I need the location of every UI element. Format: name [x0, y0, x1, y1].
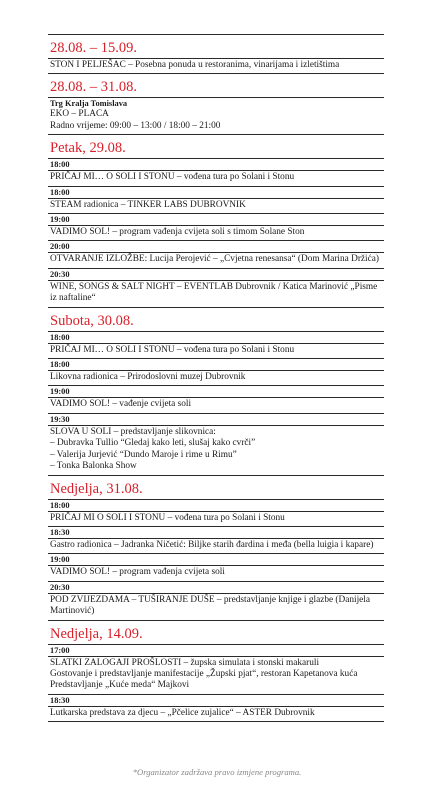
event-description	[48, 226, 384, 240]
event-line: POD ZVIJEZDAMA – TUŠIRANJE DUŠE – predstavljanje knjige i glazbe (Danijela Martinović)	[50, 594, 371, 617]
event-line: SLATKI ZALOGAJI PROŠLOSTI – župska simulata i stonski makaruli	[50, 657, 320, 668]
day-sections	[48, 134, 384, 722]
event-description	[48, 707, 384, 721]
divider	[48, 721, 384, 722]
event-time: 20:30	[50, 582, 70, 592]
event-line: PRIČAJ MI… O SOLI I STONU – vođena tura po Solani i Stonu	[50, 344, 295, 355]
event-description	[48, 199, 384, 213]
event-time: 18:30	[50, 527, 70, 537]
event-line: Lutkarska predstava za djecu – „Pčelice zujalice“ – ASTER Dubrovnik	[50, 707, 315, 718]
event-description	[48, 566, 384, 580]
intro-date-range: 28.08. – 15.09.	[50, 40, 137, 56]
market-hours: Radno vrijeme: 09:00 – 13:00 / 18:00 – 21:00	[50, 120, 221, 131]
event-description	[48, 281, 384, 307]
event-line: WINE, SONGS & SALT NIGHT – EVENTLAB Dubrovnik / Katica Marinović „Pisme iz naftaline“	[50, 281, 378, 304]
disclaimer-note: *Organizator zadržava pravo izmjene programa.	[132, 767, 302, 777]
market-name: EKO – PLACA	[50, 109, 109, 120]
event-description	[48, 344, 384, 358]
market-details	[48, 109, 384, 134]
event-line: Gastro radionica – Jadranka Ničetić: Biljke starih đardina i međa (bella luigia i kapare)	[50, 539, 374, 550]
event-time: 18:00	[50, 360, 70, 370]
event-time: 18:00	[50, 332, 70, 342]
event-time: 18:00	[50, 160, 70, 170]
event-time: 18:00	[50, 500, 70, 510]
day-heading: Nedjelja, 14.09.	[50, 625, 143, 642]
event-line: VADIMO SOL! – vađenje cvijeta soli	[50, 399, 192, 410]
event-line: SLOVA U SOLI – predstavljanje slikovnica:	[50, 426, 216, 437]
intro-text: STON I PELJEŠAC – Posebna ponuda u restoranima, vinarijama i izletištima	[50, 60, 340, 70]
event-description	[48, 426, 384, 475]
day-heading: Petak, 29.08.	[50, 140, 126, 157]
event-line: VADIMO SOL! – program vađenja cvijeta soli s timom Solane Ston	[50, 227, 305, 238]
event-line: PRIČAJ MI… O SOLI I STONU – vođena tura po Solani i Stonu	[50, 172, 295, 183]
event-line: – Dubravka Tullio “Gledaj kako leti, slušaj kako cvrči”	[50, 438, 256, 449]
event-description	[48, 539, 384, 553]
program-schedule	[48, 34, 384, 722]
event-time: 19:00	[50, 387, 70, 397]
market-date-range: 28.08. – 31.08.	[50, 79, 137, 96]
event-time: 18:30	[50, 695, 70, 705]
event-time: 20:30	[50, 269, 70, 279]
event-line: Gostovanje i predstavljanje manifestacije „Župski pjat“, restoran Kapetanova kuća	[50, 668, 358, 679]
event-description	[48, 512, 384, 526]
event-line: – Tonka Balonka Show	[50, 461, 137, 472]
event-description	[48, 657, 384, 694]
event-line: PRIČAJ MI O SOLI I STONU – vođena tura po Solani i Stonu	[50, 512, 285, 523]
event-description	[48, 398, 384, 412]
day-heading: Subota, 30.08.	[50, 312, 134, 329]
event-description	[48, 594, 384, 620]
event-line: Predstavljanje „Kuće meda“ Majkovi	[50, 680, 190, 691]
event-time: 19:00	[50, 215, 70, 225]
event-line: STEAM radionica – TINKER LABS DUBROVNIK	[50, 199, 246, 210]
event-time: 17:00	[50, 645, 70, 655]
event-time: 20:00	[50, 242, 70, 252]
event-time: 19:30	[50, 414, 70, 424]
event-time: 18:00	[50, 187, 70, 197]
event-description	[48, 253, 384, 267]
event-line: OTVARANJE IZLOŽBE: Lucija Perojević – „Cvjetna renesansa“ (Dom Marina Držića)	[50, 254, 379, 265]
event-line: – Valerija Jurjević “Dundo Maroje i rime u Rimu”	[50, 449, 237, 460]
event-line: VADIMO SOL! – program vađenja cvijeta soli	[50, 567, 225, 578]
day-heading: Nedjelja, 31.08.	[50, 480, 143, 497]
event-line: Likovna radionica – Prirodoslovni muzej Dubrovnik	[50, 372, 246, 383]
event-description	[48, 371, 384, 385]
market-location: Trg Kralja Tomislava	[50, 99, 128, 109]
event-description	[48, 171, 384, 185]
event-time: 19:00	[50, 555, 70, 565]
